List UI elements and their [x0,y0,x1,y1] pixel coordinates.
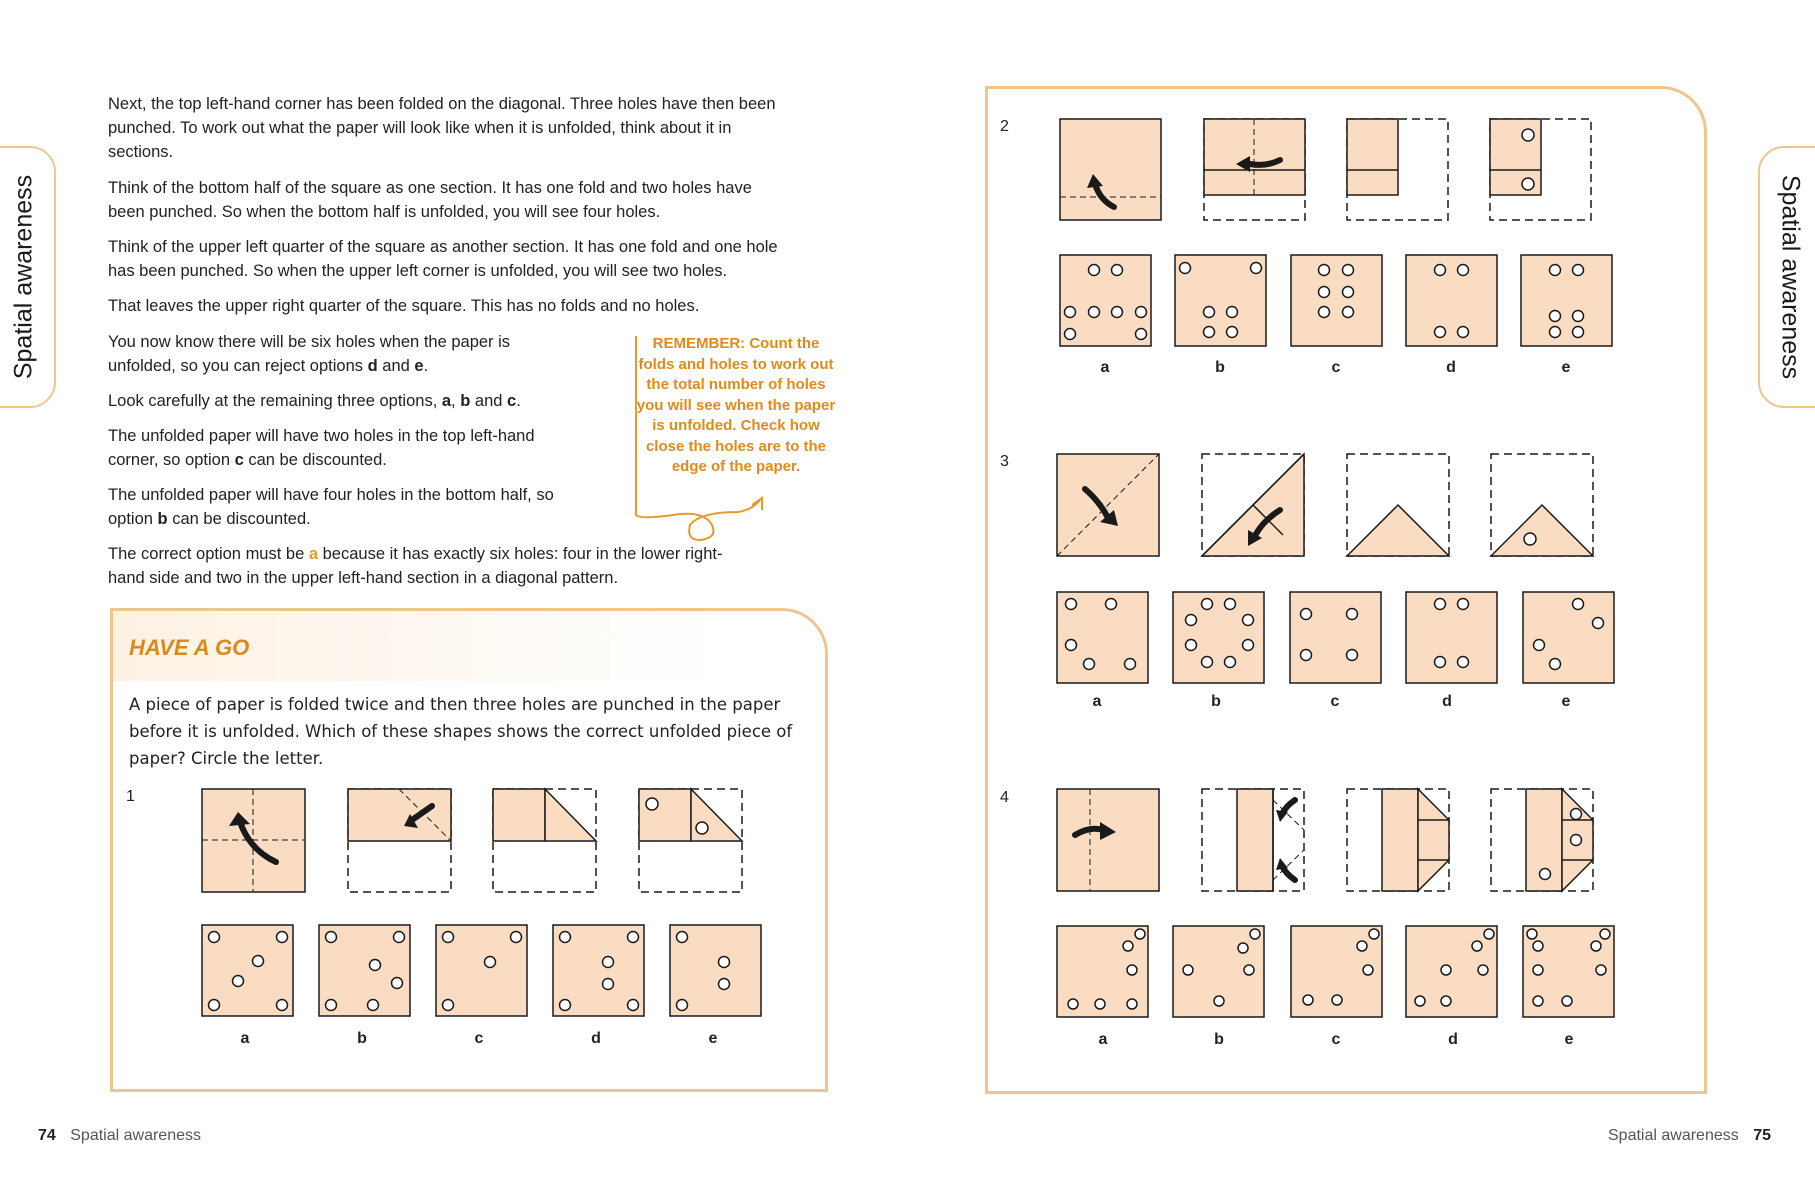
question-number-2: 2 [1000,118,1009,135]
q1-step-3 [493,789,596,892]
q2-step-4 [1490,119,1591,220]
paragraph-correct: The correct option must be a because it has exactly six holes: four in the lower right-hand side and two in the upper left-hand section in a diagonal pattern. [108,545,723,587]
q3-step-2 [1202,454,1304,556]
q4-option-d[interactable] [1406,926,1497,1017]
q2-option-label-e[interactable]: e [1561,359,1571,376]
q3-step-1 [1057,454,1159,556]
have-a-go-instructions: A piece of paper is folded twice and then three holes are punched in the paper before it is unfolded. Which of these shapes shows the correct unfolded piece of paper? Circle the letter. [129,695,793,768]
q1-option-e[interactable] [670,925,761,1016]
q3-option-label-e[interactable]: e [1561,693,1571,710]
q2-option-label-c[interactable]: c [1331,359,1341,376]
q4-option-a[interactable] [1057,926,1148,1017]
q2-option-c[interactable] [1291,255,1382,346]
q1-option-label-d[interactable]: d [591,1030,601,1047]
q4-option-label-c[interactable]: c [1331,1031,1341,1048]
q1-option-d[interactable] [553,925,644,1016]
q4-option-c[interactable] [1291,926,1382,1017]
q3-option-label-a[interactable]: a [1092,693,1102,710]
q4-option-label-a[interactable]: a [1098,1031,1108,1048]
paragraph-intro: Next, the top left-hand corner has been folded on the diagonal. Three holes have then been punched. To work out what the paper will look like when it is unfolded, think about it in sections. [108,95,776,161]
q2-step-2 [1204,119,1305,220]
footer-left-section: Spatial awareness [70,1127,201,1144]
page-number-right: 75 [1753,1127,1771,1144]
q4-step-2 [1202,789,1304,891]
q3-option-label-b[interactable]: b [1211,693,1221,710]
paragraph-option-b: The unfolded paper will have four holes in the bottom half, so option b can be discounted. [108,486,554,528]
q4-option-label-d[interactable]: d [1448,1031,1458,1048]
side-tab-right-label: Spatial awareness [1776,174,1805,380]
paragraph-upper-right: That leaves the upper right quarter of the square. This has no folds and no holes. [108,297,700,315]
q3-option-c[interactable] [1290,592,1381,683]
footer-right [1608,1127,1771,1145]
q3-option-label-c[interactable]: c [1330,693,1340,710]
q3-step-3 [1347,454,1449,556]
question-number-3: 3 [1000,453,1009,470]
q4-option-label-e[interactable]: e [1564,1031,1574,1048]
have-a-go-title: HAVE A GO [129,635,250,660]
q4-option-label-b[interactable]: b [1214,1031,1224,1048]
q4-step-4 [1491,789,1593,891]
paragraph-bottom-half: Think of the bottom half of the square as one section. It has one fold and two holes have been punched. So when the bottom half is unfolded, you will see four holes. [108,179,752,221]
q2-option-d[interactable] [1406,255,1497,346]
q3-option-label-d[interactable]: d [1442,693,1452,710]
q2-step-1 [1060,119,1161,220]
q3-option-a[interactable] [1057,592,1148,683]
paragraph-upper-left: Think of the upper left quarter of the square as another section. It has one fold and one hole has been punched. So when the upper left corner is unfolded, you will see two holes. [108,238,778,280]
side-tab-left-label: Spatial awareness [9,174,38,380]
q1-option-c[interactable] [436,925,527,1016]
q1-option-label-e[interactable]: e [708,1030,718,1047]
q1-option-label-b[interactable]: b [357,1030,367,1047]
footer-left [38,1127,201,1145]
q1-step-2 [348,789,451,892]
q2-option-label-d[interactable]: d [1446,359,1456,376]
q4-option-b[interactable] [1173,926,1264,1017]
q3-step-4 [1491,454,1593,556]
q2-option-label-a[interactable]: a [1100,359,1110,376]
q2-option-b[interactable] [1175,255,1266,346]
q1-option-b[interactable] [319,925,410,1016]
q2-option-a[interactable] [1060,255,1151,346]
q4-option-e[interactable] [1523,926,1614,1017]
q2-option-label-b[interactable]: b [1215,359,1225,376]
page-number-left: 74 [38,1127,56,1144]
q2-step-3 [1347,119,1448,220]
q2-option-e[interactable] [1521,255,1612,346]
q4-step-1 [1057,789,1159,891]
q4-step-3 [1347,789,1449,891]
q1-option-label-a[interactable]: a [240,1030,250,1047]
q1-option-a[interactable] [202,925,293,1016]
remember-note: REMEMBER: Count the folds and holes to work out the total number of holes you will see when the paper is unfolded. Check how close the holes are to the edge of the paper. [636,335,836,475]
question-number-4: 4 [1000,789,1009,806]
q1-step-4 [639,789,742,892]
paragraph-remaining: Look carefully at the remaining three options, a, b and c. [108,392,521,410]
q1-option-label-c[interactable]: c [474,1030,484,1047]
footer-right-section: Spatial awareness [1608,1127,1739,1144]
question-number-1: 1 [126,788,135,805]
q1-step-1 [202,789,305,892]
q3-option-d[interactable] [1406,592,1497,683]
q3-option-e[interactable] [1523,592,1614,683]
paragraph-option-c: The unfolded paper will have two holes in the top left-hand corner, so option c can be discounted. [108,427,535,469]
paragraph-reject: You now know there will be six holes when the paper is unfolded, so you can reject options d and e. [108,333,511,375]
q3-option-b[interactable] [1173,592,1264,683]
